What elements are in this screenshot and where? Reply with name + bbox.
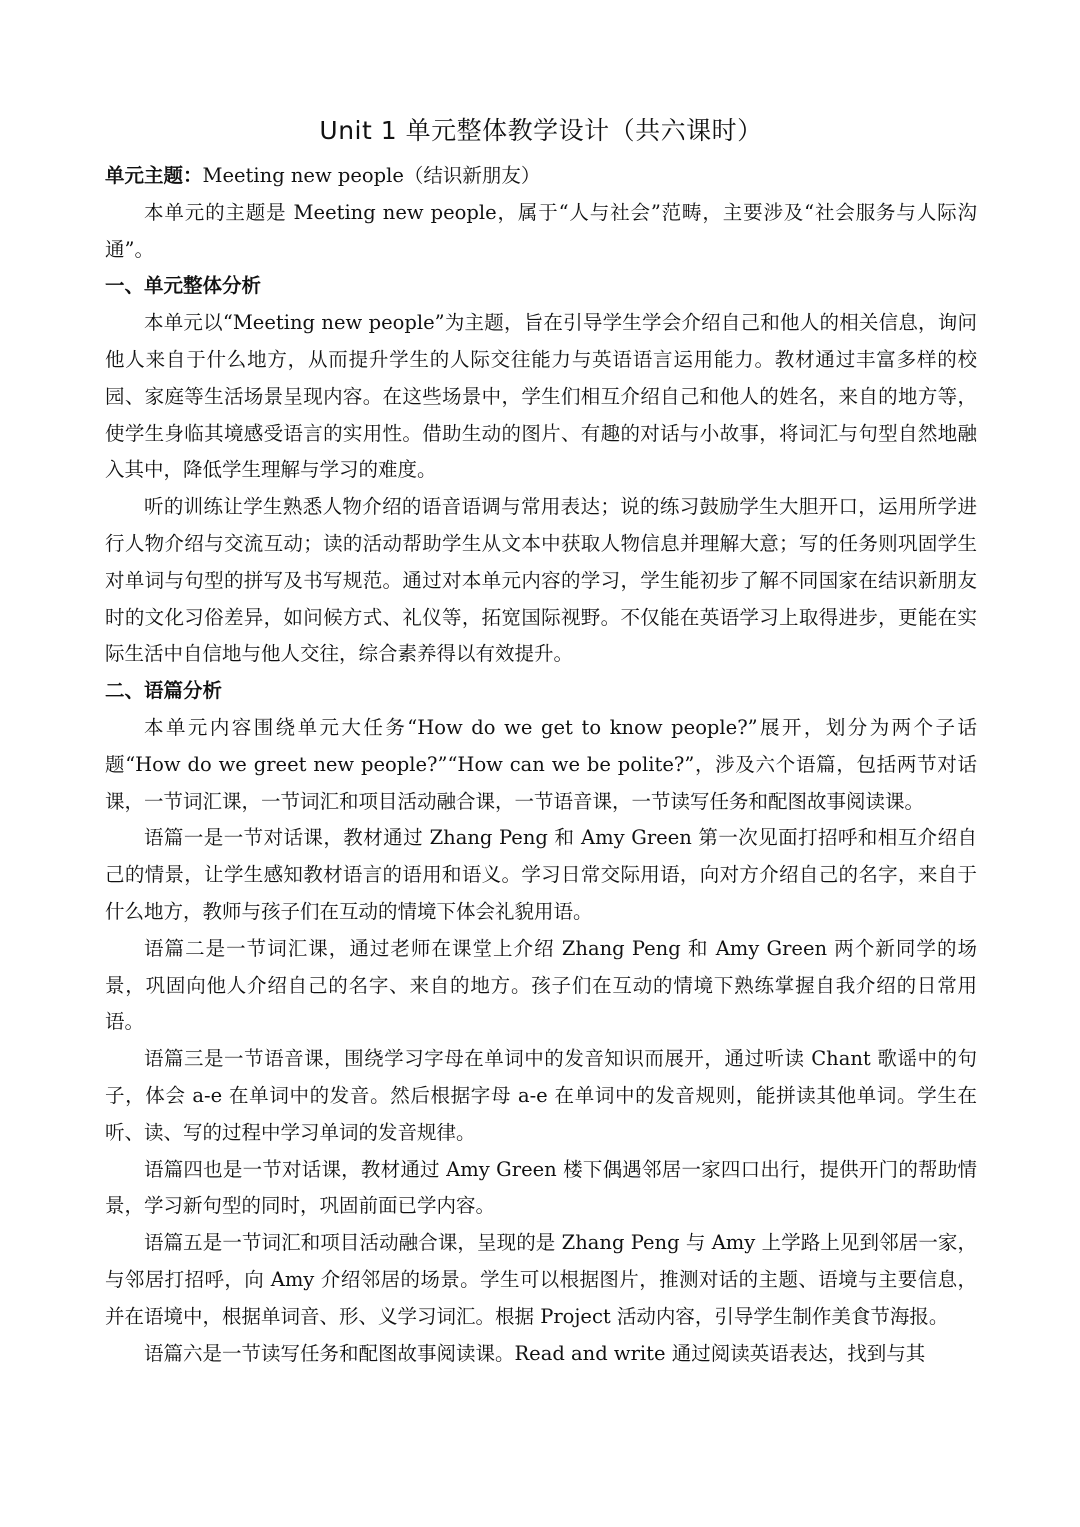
text-analysis-paragraph: 语篇二是一节词汇课，通过老师在课堂上介绍 Zhang Peng 和 Amy Green 两个新同学的场景，巩固向他人介绍自己的名字、来自的地方。孩子们在互动的情境下熟练掌握自我介绍的日常用语。 [105,936,977,1034]
unit-theme [105,158,977,195]
text-analysis-paragraph: 本单元内容围绕单元大任务“How do we get to know people?”展开，划分为两个子话题“How do we greet new people?”“How can we be polite?”，涉及六个语篇，包括两节对话课，一节词汇课，一节词汇和项目活动融合课，一节语音课，一节读写任务和配图故事阅读课。 [105,715,977,813]
text-analysis-paragraph: 语篇六是一节读写任务和配图故事阅读课。Read and write 通过阅读英语表达，找到与其 [144,1341,926,1365]
overall-analysis-paragraph: 本单元以“Meeting new people”为主题，旨在引导学生学会介绍自己和他人的相关信息，询问他人来自于什么地方，从而提升学生的人际交往能力与英语语言运用能力。教材通过丰富多样的校园、家庭等生活场景呈现内容。在这些场景中，学生们相互介绍自己和他人的姓名，来自的地方等，使学生身临其境感受语言的实用性。借助生动的图片、有趣的对话与小故事，将词汇与句型自然地融入其中，降低学生理解与学习的难度。 [105,311,977,482]
text-analysis-paragraph: 语篇一是一节对话课，教材通过 Zhang Peng 和 Amy Green 第一次见面打招呼和相互介绍自己的情景，让学生感知教材语言的语用和语义。学习日常交际用语，向对方介绍自己的名字，来自于什么地方，教师与孩子们在互动的情境下体会礼貌用语。 [105,826,977,923]
text-analysis-paragraph: 语篇四也是一节对话课，教材通过 Amy Green 楼下偶遇邻居一家四口出行，提供开门的帮助情景，学习新句型的同时，巩固前面已学内容。 [105,1157,977,1218]
document-page [105,112,977,1372]
text-analysis-paragraph: 语篇五是一节词汇和项目活动融合课，呈现的是 Zhang Peng 与 Amy 上学路上见到邻居一家，与邻居打招呼，向 Amy 介绍邻居的场景。学生可以根据图片，推测对话的主题、语境与主要信息，并在语境中，根据单词音、形、义学习词汇。根据 Project 活动内容，引导学生制作美食节海报。 [105,1231,977,1328]
section-heading-overall-analysis: 一、单元整体分析 [105,274,262,298]
intro-paragraph: 本单元的主题是 Meeting new people，属于“人与社会”范畴，主要涉及“社会服务与人际沟通”。 [105,200,977,261]
unit-theme-label: 单元主题： [105,164,203,187]
document-title: Unit 1 单元整体教学设计（共六课时） [319,116,763,145]
text-analysis-paragraph: 语篇三是一节语音课，围绕学习字母在单词中的发音知识而展开，通过听读 Chant 歌谣中的句子，体会 a-e 在单词中的发音。然后根据字母 a-e 在单词中的发音规则，能拼读其他单词。学生在听、读、写的过程中学习单词的发音规律。 [105,1047,977,1144]
unit-theme-value: Meeting new people（结识新朋友） [202,164,541,187]
overall-analysis-paragraph: 听的训练让学生熟悉人物介绍的语音语调与常用表达；说的练习鼓励学生大胆开口，运用所学进行人物介绍与交流互动；读的活动帮助学生从文本中获取人物信息并理解大意；写的任务则巩固学生对单词与句型的拼写及书写规范。通过对本单元内容的学习，学生能初步了解不同国家在结识新朋友时的文化习俗差异，如问候方式、礼仪等，拓宽国际视野。不仅能在英语学习上取得进步，更能在实际生活中自信地与他人交往，综合素养得以有效提升。 [105,495,977,666]
section-heading-text-analysis: 二、语篇分析 [105,679,223,703]
